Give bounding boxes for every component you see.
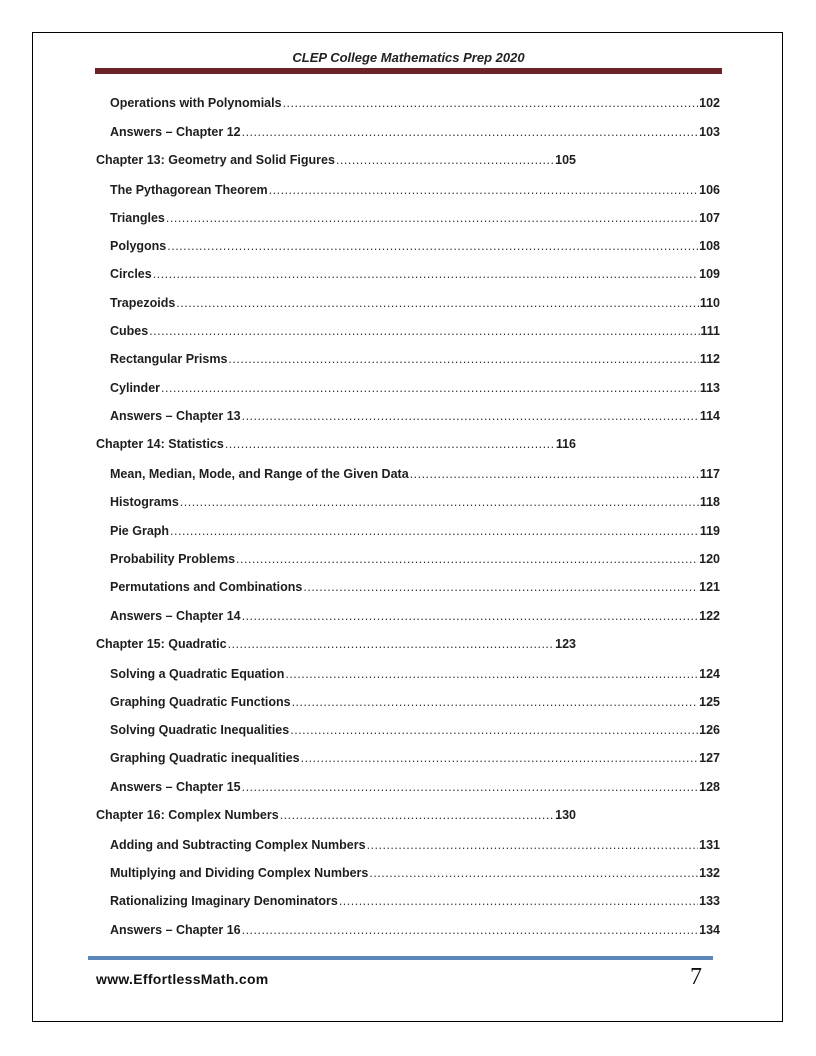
toc-entry-label: Operations with Polynomials [110, 96, 282, 110]
toc-entry-label: Probability Problems [110, 552, 236, 566]
toc-entry-label: Pie Graph [110, 524, 170, 538]
toc-entry-page-number: 107 [699, 211, 720, 225]
toc-entry-label: Permutations and Combinations [110, 580, 303, 594]
toc-chapter-entry[interactable] [96, 808, 576, 826]
running-header-title: CLEP College Mathematics Prep 2020 [292, 50, 525, 65]
toc-section-entry[interactable] [110, 96, 720, 114]
toc-entry-label: Chapter 13: Geometry and Solid Figures [96, 153, 335, 167]
toc-entry-label: Chapter 14: Statistics [96, 437, 224, 451]
toc-entry-page-number: 113 [699, 381, 720, 395]
toc-entry-label: Cubes [110, 324, 149, 338]
toc-entry-page-number: 123 [555, 637, 576, 651]
toc-entry-page-number: 114 [699, 409, 720, 423]
toc-section-entry[interactable] [110, 923, 720, 941]
toc-dot-leader [242, 609, 699, 623]
toc-entry-label: Answers – Chapter 12 [110, 125, 241, 139]
toc-dot-leader [339, 894, 698, 908]
toc-entry-page-number: 111 [700, 324, 720, 338]
toc-chapter-entry[interactable] [96, 437, 576, 455]
toc-entry-page-number: 132 [699, 866, 720, 880]
toc-dot-leader [269, 183, 698, 197]
toc-chapter-entry[interactable] [96, 153, 576, 171]
toc-entry-page-number: 121 [699, 580, 720, 594]
toc-entry-page-number: 128 [699, 780, 720, 794]
toc-section-entry[interactable] [110, 381, 720, 399]
toc-dot-leader [153, 267, 698, 281]
toc-dot-leader [242, 409, 699, 423]
toc-entry-label: The Pythagorean Theorem [110, 183, 268, 197]
toc-dot-leader [283, 96, 699, 110]
toc-entry-page-number: 131 [699, 838, 720, 852]
toc-entry-page-number: 125 [699, 695, 720, 709]
toc-section-entry[interactable] [110, 495, 720, 513]
toc-section-entry[interactable] [110, 780, 720, 798]
toc-dot-leader [236, 552, 698, 566]
toc-dot-leader [336, 153, 554, 167]
toc-dot-leader [369, 866, 698, 880]
toc-section-entry[interactable] [110, 838, 720, 856]
toc-dot-leader [292, 695, 699, 709]
toc-dot-leader [280, 808, 554, 822]
toc-chapter-entry[interactable] [96, 637, 576, 655]
toc-section-entry[interactable] [110, 211, 720, 229]
toc-dot-leader [367, 838, 699, 852]
footer-website[interactable]: www.EffortlessMath.com [96, 971, 269, 987]
toc-entry-label: Answers – Chapter 13 [110, 409, 241, 423]
toc-dot-leader [161, 381, 699, 395]
toc-dot-leader [410, 467, 699, 481]
toc-entry-page-number: 122 [699, 609, 720, 623]
toc-dot-leader [303, 580, 698, 594]
toc-section-entry[interactable] [110, 894, 720, 912]
toc-entry-page-number: 118 [699, 495, 720, 509]
toc-section-entry[interactable] [110, 239, 720, 257]
toc-entry-label: Mean, Median, Mode, and Range of the Given Data [110, 467, 409, 481]
toc-section-entry[interactable] [110, 352, 720, 370]
toc-entry-label: Chapter 16: Complex Numbers [96, 808, 279, 822]
toc-section-entry[interactable] [110, 609, 720, 627]
toc-entry-label: Solving a Quadratic Equation [110, 667, 285, 681]
toc-entry-label: Multiplying and Dividing Complex Numbers [110, 866, 369, 880]
toc-entry-label: Trapezoids [110, 296, 176, 310]
toc-section-entry[interactable] [110, 324, 720, 342]
toc-entry-label: Answers – Chapter 15 [110, 780, 241, 794]
toc-section-entry[interactable] [110, 409, 720, 427]
toc-dot-leader [166, 211, 698, 225]
toc-dot-leader [290, 723, 698, 737]
toc-entry-label: Histograms [110, 495, 179, 509]
toc-entry-label: Chapter 15: Quadratic [96, 637, 227, 651]
toc-entry-page-number: 134 [699, 923, 720, 937]
toc-section-entry[interactable] [110, 866, 720, 884]
toc-dot-leader [228, 352, 698, 366]
toc-entry-page-number: 124 [699, 667, 720, 681]
toc-entry-page-number: 109 [699, 267, 720, 281]
toc-dot-leader [242, 923, 699, 937]
toc-dot-leader [285, 667, 698, 681]
toc-dot-leader [242, 125, 699, 139]
toc-entry-label: Solving Quadratic Inequalities [110, 723, 290, 737]
toc-section-entry[interactable] [110, 183, 720, 201]
toc-entry-page-number: 108 [699, 239, 720, 253]
toc-entry-page-number: 105 [555, 153, 576, 167]
toc-dot-leader [228, 637, 555, 651]
toc-section-entry[interactable] [110, 695, 720, 713]
toc-dot-leader [180, 495, 699, 509]
page-number: 7 [690, 964, 702, 990]
toc-section-entry[interactable] [110, 580, 720, 598]
toc-section-entry[interactable] [110, 467, 720, 485]
toc-entry-page-number: 102 [699, 96, 720, 110]
toc-entry-page-number: 133 [699, 894, 720, 908]
toc-entry-label: Polygons [110, 239, 167, 253]
toc-section-entry[interactable] [110, 125, 720, 143]
toc-section-entry[interactable] [110, 552, 720, 570]
toc-entry-label: Graphing Quadratic inequalities [110, 751, 300, 765]
toc-entry-page-number: 130 [555, 808, 576, 822]
toc-entry-label: Rectangular Prisms [110, 352, 228, 366]
toc-section-entry[interactable] [110, 723, 720, 741]
toc-entry-page-number: 116 [555, 437, 576, 451]
toc-entry-label: Answers – Chapter 16 [110, 923, 241, 937]
toc-entry-page-number: 119 [699, 524, 720, 538]
toc-section-entry[interactable] [110, 267, 720, 285]
toc-section-entry[interactable] [110, 667, 720, 685]
toc-dot-leader [167, 239, 698, 253]
toc-entry-page-number: 117 [699, 467, 720, 481]
toc-entry-label: Adding and Subtracting Complex Numbers [110, 838, 366, 852]
toc-entry-label: Graphing Quadratic Functions [110, 695, 291, 709]
toc-entry-label: Answers – Chapter 14 [110, 609, 241, 623]
toc-entry-page-number: 110 [699, 296, 720, 310]
toc-entry-label: Triangles [110, 211, 165, 225]
toc-entry-page-number: 106 [699, 183, 720, 197]
toc-entry-page-number: 112 [699, 352, 720, 366]
toc-dot-leader [301, 751, 699, 765]
toc-entry-label: Rationalizing Imaginary Denominators [110, 894, 338, 908]
toc-entry-page-number: 126 [699, 723, 720, 737]
toc-entry-page-number: 120 [699, 552, 720, 566]
toc-dot-leader [225, 437, 555, 451]
toc-section-entry[interactable] [110, 524, 720, 542]
footer-rule [88, 956, 713, 960]
toc-section-entry[interactable] [110, 296, 720, 314]
toc-dot-leader [149, 324, 699, 338]
toc-entry-label: Circles [110, 267, 152, 281]
toc-entry-page-number: 127 [699, 751, 720, 765]
toc-dot-leader [176, 296, 699, 310]
toc-section-entry[interactable] [110, 751, 720, 769]
toc-dot-leader [170, 524, 699, 538]
toc-entry-page-number: 103 [699, 125, 720, 139]
toc-entry-label: Cylinder [110, 381, 161, 395]
toc-dot-leader [242, 780, 699, 794]
